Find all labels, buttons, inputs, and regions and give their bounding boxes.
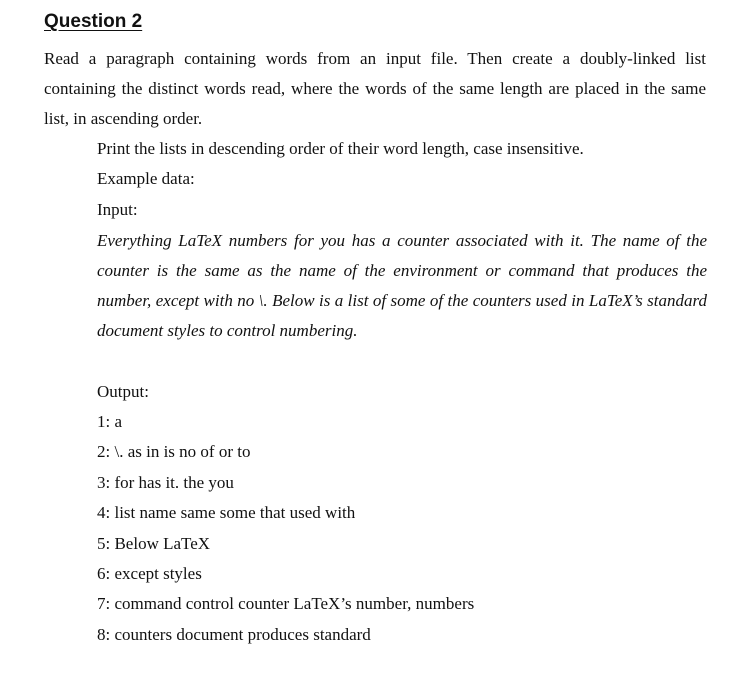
output-list — [97, 407, 474, 650]
output-line: 6: except styles — [97, 564, 202, 584]
problem-paragraph: Read a paragraph containing words from an input file. Then create a doubly-linked list containing the distinct words read, where the words of the same length are placed in the same list, in ascending order. — [44, 49, 706, 128]
output-line: 2: \. as in is no of or to — [97, 442, 251, 462]
output-line: 7: command control counter LaTeX’s number, numbers — [97, 594, 475, 614]
example-label: Example data: — [97, 169, 195, 188]
output-line: 8: counters document produces standard — [97, 624, 371, 644]
output-line: 4: list name same some that used with — [97, 503, 356, 523]
output-line: 1: a — [97, 412, 123, 431]
output-line: 5: Below LaTeX — [97, 533, 211, 553]
input-sample-text: Everything LaTeX numbers for you has a counter associated with it. The name of the counter is the same as the name of the environment or command that produces the number, except with no \. Below is a list of some of the counters used in LaTeX’s standard document styles to control numbering. — [97, 231, 707, 340]
input-label: Input: — [97, 200, 138, 219]
output-line: 3: for has it. the you — [97, 472, 234, 492]
output-label: Output: — [97, 382, 149, 401]
question-title: Question 2 — [44, 11, 143, 32]
instruction-text: Print the lists in descending order of their word length, case insensitive. — [97, 139, 584, 158]
